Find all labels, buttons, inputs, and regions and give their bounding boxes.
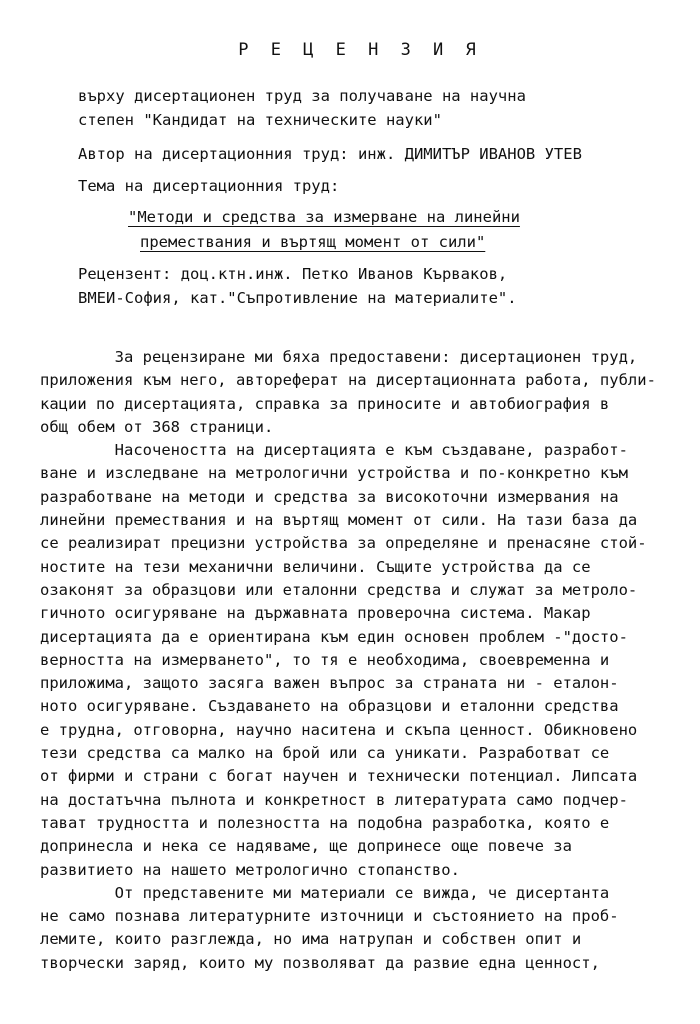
reviewer-line-1: Рецензент: доц.ктн.инж. Петко Иванов Кърваков, [78, 265, 508, 283]
body-line: ното осигуряване. Създаването на образцови и еталонни средства [40, 697, 619, 716]
body-line: гичното осигуряване на държавната проверочна система. Макар [40, 604, 591, 623]
body-line: верността на измерването", то тя е необходима, своевременна и [40, 650, 610, 669]
body-line: ване и изследване на метрологични устройства и по-конкретно към [40, 464, 628, 483]
body-line: общ обем от 368 страници. [40, 417, 274, 436]
body-line: лемите, които разглежда, но има натрупан и собствен опит и [40, 930, 582, 949]
body-line: кации по дисертацията, справка за приносите и автобиография в [40, 394, 610, 413]
body-line: тези средства са малко на брой или са уникати. Разработват се [40, 744, 610, 763]
body-line: озаконят за образцови или еталонни средства и служат за метроло- [40, 580, 638, 599]
topic-line-2: премествания и въртящ момент от сили" [140, 233, 486, 251]
body-line: ностите на тези механични величини. Същите устройства да се [40, 557, 591, 576]
body-line: допринесла и нека се надяваме, ще допринесе още повече за [40, 837, 572, 856]
body-line: тават трудността и полезността на подобна разработка, която е [40, 813, 610, 832]
body-line: развитието на нашето метрологично стопанство. [40, 860, 460, 879]
body-line: е трудна, отговорна, научно наситена и скъпа ценност. Обикновено [40, 720, 638, 739]
body-text [40, 346, 690, 975]
body-line: не само познава литературните източници и състоянието на проб- [40, 907, 619, 926]
header-line-1: върху дисертационен труд за получаване на научна [78, 87, 526, 105]
body-line: От представените ми материали се вижда, че дисертанта [40, 883, 610, 902]
header-line-2: степен "Кандидат на техническите науки" [78, 111, 442, 129]
document-title: Р Е Ц Е Н З И Я [238, 40, 482, 60]
body-line: разработване на методи и средства за високоточни измервания на [40, 487, 619, 506]
body-line: За рецензиране ми бяха предоставени: дисертационен труд, [40, 348, 638, 366]
author-line: Автор на дисертационния труд: инж. ДИМИТЪР ИВАНОВ УТЕВ [78, 145, 582, 163]
topic-label: Тема на дисертационния труд: [78, 177, 340, 195]
body-line: приложима, защото засяга важен въпрос за страната ни - еталон- [40, 674, 619, 693]
body-line: линейни премествания и на въртящ момент от сили. На тази база да [40, 511, 638, 530]
body-line: от фирми и страни с богат научен и технически потенциал. Липсата [40, 767, 638, 786]
body-line: творчески заряд, които му позволяват да развие една ценност, [40, 953, 600, 972]
topic-line-1: "Методи и средства за измерване на линейни [128, 208, 520, 226]
body-line: се реализират прецизни устройства за определяне и пренасяне стой- [40, 534, 647, 553]
body-line: Насочеността на дисертацията е към създаване, разработ- [40, 441, 628, 460]
body-line: на достатъчна пълнота и конкретност в литературата само подчер- [40, 790, 628, 809]
body-line: дисертацията да е ориентирана към един основен проблем -"досто- [40, 627, 628, 646]
reviewer-line-2: ВМЕИ-София, кат."Съпротивление на материалите". [78, 289, 517, 307]
body-line: приложения към него, автореферат на дисертационната работа, публи- [40, 371, 656, 390]
